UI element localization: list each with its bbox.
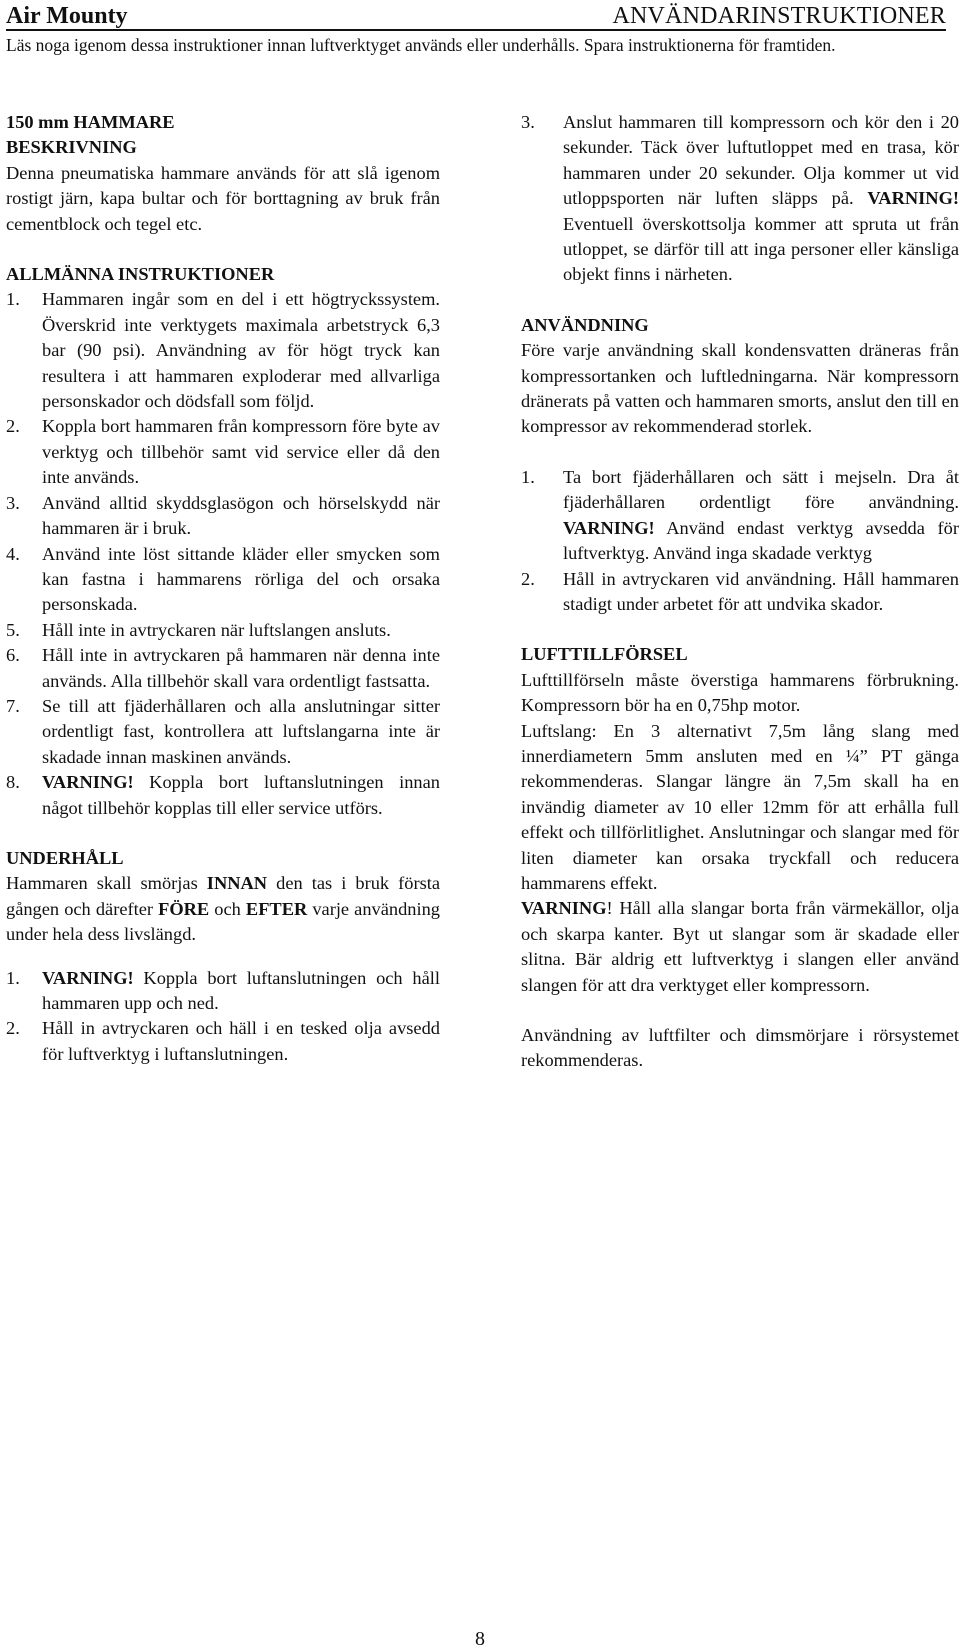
item-text: Håll in avtryckaren och häll i en tesked olja avsedd för luftverktyg i luftanslutningen. (42, 1018, 440, 1064)
item-number: 3. (6, 492, 20, 513)
product-title: 150 mm HAMMARE (6, 112, 175, 132)
maintenance-text: Hammaren skall smörjas (6, 873, 207, 894)
maintenance-heading: UNDERHÅLL (6, 847, 124, 868)
item-number: 6. (6, 645, 20, 666)
intro-text: Läs noga igenom dessa instruktioner innan luftverktyget används eller underhålls. Spara instruktionerna för framtiden. (6, 35, 836, 55)
general-instructions-heading: ALLMÄNNA INSTRUKTIONER (6, 264, 275, 285)
item-text: Håll inte in avtryckaren när luftslangen ansluts. (42, 619, 391, 640)
list-item (521, 465, 959, 567)
usage-heading: ANVÄNDNING (521, 314, 649, 335)
emphasis-fore: FÖRE (158, 898, 210, 919)
item-number: 1. (521, 466, 535, 487)
item-text-body: Koppla bort luftanslutningen innan något tillbehör kopplas till eller service utförs. (42, 772, 440, 818)
item-text-body: Använd endast verktyg avsedda för luftverktyg. Använd inga skadade verktyg (563, 517, 959, 564)
item-number: 7. (6, 695, 20, 716)
item-number: 2. (6, 1018, 20, 1039)
list-item (6, 643, 440, 694)
warning-label: VARNING (521, 898, 607, 919)
item-text (563, 110, 959, 288)
item-text: Håll inte in avtryckaren på hammaren när denna inte används. Alla tillbehör skall vara ordentligt fastsatta. (42, 645, 440, 691)
usage-paragraph: Före varje användning skall kondensvatten dräneras från kompressortanken och luftledningarna. När kompressorn dränerats på vatten och hammaren smorts, anslut den till en kompressor av rekommenderad storlek. (521, 340, 959, 437)
item-number: 4. (6, 543, 20, 564)
item-text (563, 465, 959, 567)
item-text (42, 770, 440, 821)
warning-label: VARNING! (42, 967, 134, 988)
item-number: 3. (521, 112, 535, 132)
air-supply-heading: LUFTTILLFÖRSEL (521, 644, 688, 665)
air-supply-p2: Luftslang: En 3 alternativt 7,5m lång slang med innerdiametern 5mm ansluten med en ¼” PT gänga rekommenderas. Slangar längre än 7,5m skall ha en invändig diameter av 10 eller 12mm för att erhålla full effekt och tillförlitlighet. Anslutningar och slangar med för liten diameter kan orsaka tryckfall och reducera hammarens effekt. (521, 720, 959, 893)
document-title: ANVÄNDARINSTRUKTIONER (612, 3, 946, 29)
emphasis-innan: INNAN (206, 873, 268, 894)
brand-name: Air Mounty (6, 3, 128, 29)
description-text: Denna pneumatiska hammare används för att slå igenom rostigt järn, kapa bultar och för borttagning av bruk från cementblock och tegel etc. (6, 162, 440, 234)
item-number: 8. (6, 772, 20, 793)
item-text: Koppla bort hammaren från kompressorn före byte av verktyg och tillbehör samt vid service eller då den inte används. (42, 416, 440, 488)
maintenance-text: den tas i bruk första gången och därefter (6, 873, 441, 919)
air-supply-p3 (521, 896, 959, 998)
item-text (42, 966, 440, 1017)
item-text-body: Eventuell överskottsolja kommer att spruta ut från utloppet, se därför till att inga personer eller känsliga objekt finns i närheten. (563, 213, 959, 285)
list-item (6, 414, 440, 490)
list-item (6, 770, 440, 821)
maintenance-text: och (209, 898, 246, 919)
list-item (6, 1016, 440, 1067)
left-column (6, 110, 440, 1067)
item-number: 1. (6, 967, 20, 988)
description-heading: BESKRIVNING (6, 137, 137, 158)
list-item (6, 618, 440, 643)
page-number: 8 (475, 1628, 485, 1650)
item-text: Använd alltid skyddsglasögon och hörselskydd när hammaren är i bruk. (42, 492, 440, 539)
list-item (6, 694, 440, 770)
warning-label: VARNING! (42, 772, 134, 793)
item-number: 5. (6, 619, 20, 640)
item-number: 2. (6, 416, 20, 437)
item-number: 1. (6, 289, 20, 310)
list-item (6, 542, 440, 618)
item-text: Använd inte löst sittande kläder eller smycken som kan fastna i hammarens rörliga del och orsaka personskada. (42, 543, 440, 615)
item-text-body: Koppla bort luftanslutningen och håll hammaren upp och ned. (42, 967, 440, 1013)
item-text: Hammaren ingår som en del i ett högtryckssystem. Överskrid inte verktygets maximala arbetstryck 6,3 bar (90 psi). Användning av för högt tryck kan resultera i att hammaren exploderar med allvarliga personskador och dödsfall som följd. (42, 289, 440, 412)
list-item (521, 567, 959, 618)
maintenance-paragraph (6, 871, 440, 947)
warning-label: VARNING! (867, 188, 959, 209)
item-text-body: Ta bort fjäderhållaren och sätt i mejseln. Dra åt fjäderhållaren ordentligt före användning. (563, 466, 959, 513)
page-header (6, 0, 946, 31)
maintenance-text: varje användning under hela dess livslängd. (6, 898, 440, 945)
list-item (6, 966, 440, 1017)
emphasis-efter: EFTER (245, 898, 308, 919)
warning-label: VARNING! (563, 517, 655, 538)
item-text: Håll in avtryckaren vid användning. Håll hammaren stadigt under arbetet för att undvika skador. (563, 568, 959, 614)
item-text: Se till att fjäderhållaren och alla anslutningar sitter ordentligt fast, kontrollera att luftslangarna inte är skadade innan maskinen används. (42, 695, 440, 767)
list-item (6, 491, 440, 542)
item-number: 2. (521, 568, 535, 589)
right-column (521, 110, 959, 1074)
item-text-body: Anslut hammaren till kompressorn och kör den i 20 sekunder. Täck över luftutloppet med en trasa, kör hammaren under 20 sekunder. Olja kommer ut vid utloppsporten när luften släpps på. (563, 112, 959, 209)
air-supply-p1: Lufttillförseln måste överstiga hammarens förbrukning. Kompressorn bör ha en 0,75hp motor. (521, 669, 959, 716)
list-item (6, 287, 440, 414)
air-supply-p4: Användning av luftfilter och dimsmörjare i rörsystemet rekommenderas. (521, 1025, 959, 1071)
air-supply-p3-text: ! Håll alla slangar borta från värmekällor, olja och skarpa kanter. Byt ut slangar som är skadade eller slitna. Bär aldrig ett luftverktyg i slangen eller använd slangen för att dra verktyget eller kompressorn. (521, 898, 959, 995)
list-item (521, 110, 959, 288)
